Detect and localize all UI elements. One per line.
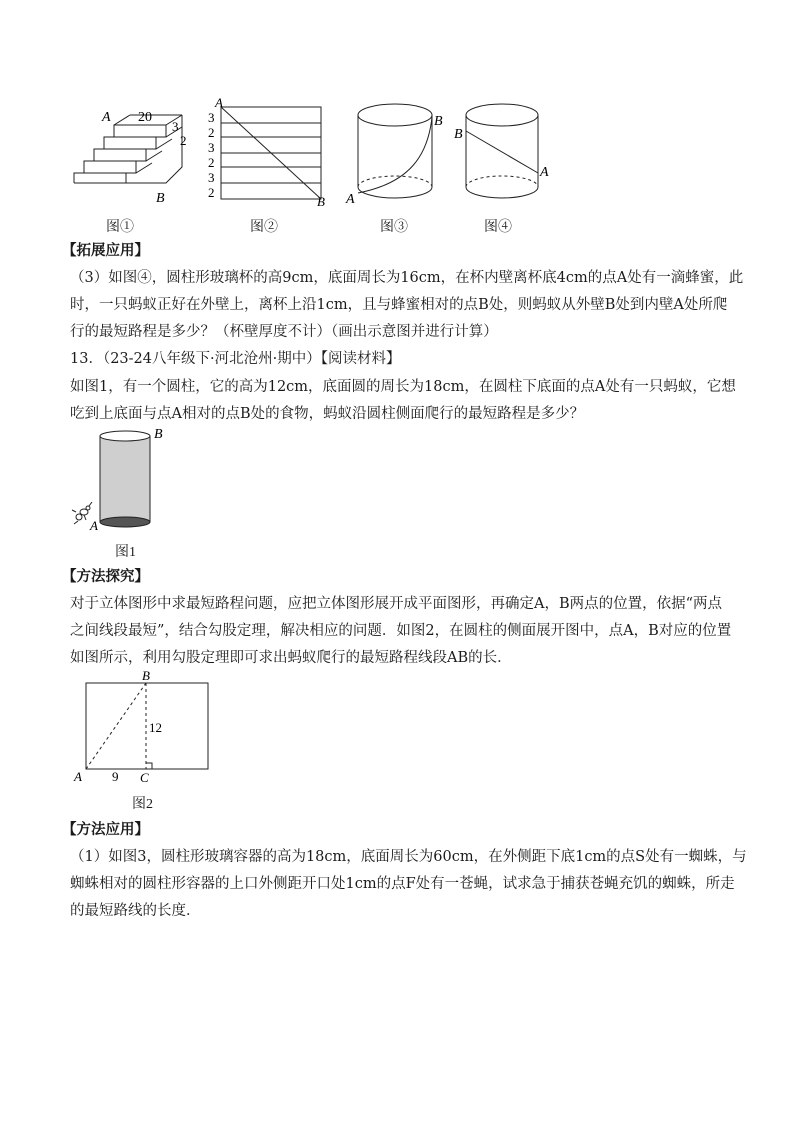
fig2-caption: 图② [250,220,278,235]
figure-unfolded-rectangle [70,668,220,788]
fig1-label-a: A [102,110,111,125]
section-method-heading: 【方法探究】 [62,568,149,585]
figure-cylinder-1 [68,424,178,536]
extend-line-2: 时，一只蚂蚁正好在外壁上，离杯上沿1cm，且与蜂蜜相对的点B处，则蚂蚁从外壁B处到内壁A处所爬 [70,297,728,313]
fig4-caption: 图④ [484,220,512,235]
figure-unrolled-steps [205,95,335,210]
fig-2-label-a: A [74,769,82,784]
fig3-label-b: B [434,114,443,129]
fig-2-base: 9 [112,769,119,784]
extend-line-1: （3）如图④，圆柱形玻璃杯的高9cm，底面周长为16cm，在杯内壁离杯底4cm的点A处有一滴蜂蜜，此 [70,270,744,286]
fig2-height-2: 3 [208,140,215,155]
figure-cylinder-3 [340,95,450,215]
section-extend-heading: 【拓展应用】 [62,242,149,259]
fig2-height-1: 2 [208,125,215,140]
method-line-1: 对于立体图形中求最短路程问题，应把立体图形展开成平面图形，再确定A，B两点的位置，依据“两点 [70,596,723,612]
extend-line-3: 行的最短路程是多少？（杯壁厚度不计）（画出示意图并进行计算） [70,324,498,340]
fig2-height-3: 2 [208,155,215,170]
apply-line-1: （1）如图3，圆柱形玻璃容器的高为18cm，底面周长为60cm，在外侧距下底1cm的点S处有一蜘蛛，与 [70,849,747,865]
method-line-2: 之间线段最短”，结合勾股定理，解决相应的问题．如图2，在圆柱的侧面展开图中，点A，B对应的位置 [70,623,732,639]
fig-2-label-b: B [142,668,150,683]
fig-2-label-c: C [140,770,149,785]
fig1-caption: 图① [106,220,134,235]
fig1-step-v: 2 [180,133,187,148]
q13-line-2: 吃到上底面与点A相对的点B处的食物，蚂蚁沿圆柱侧面爬行的最短路程是多少？ [70,406,585,422]
fig3-caption: 图③ [380,220,408,235]
fig2-label-a: A [215,95,223,110]
fig4-label-a: A [540,165,549,180]
fig-1-label-b: B [154,427,163,442]
fig-2-caption: 图2 [132,797,153,812]
figure-cylinder-4 [450,95,560,215]
fig4-label-b: B [454,127,463,142]
apply-line-2: 蜘蛛相对的圆柱形容器的上口外侧距开口处1cm的点F处有一苍蝇，试求急于捕获苍蝇充饥的蜘蛛，所走 [70,876,735,892]
method-line-3: 如图所示，利用勾股定理即可求出蚂蚁爬行的最短路程线段AB的长． [70,650,512,666]
q13-title: 13．（23-24八年级下·河北沧州·期中）【阅读材料】 [70,351,401,367]
fig1-label-b: B [156,191,165,206]
fig2-label-b: B [317,194,325,209]
ant-icon [72,502,92,524]
figure-staircase [60,95,200,210]
fig2-height-4: 3 [208,170,215,185]
section-apply-heading: 【方法应用】 [62,821,149,838]
fig1-step-h: 3 [172,119,179,134]
apply-line-3: 的最短路线的长度． [70,903,201,919]
fig1-top-length: 20 [138,110,152,125]
fig-1-label-a: A [90,518,98,533]
fig2-height-0: 3 [208,110,215,125]
fig-1-caption: 图1 [115,545,136,560]
fig-2-height: 12 [149,720,162,735]
fig3-label-a: A [346,192,355,207]
fig2-height-5: 2 [208,185,215,200]
q13-line-1: 如图1，有一个圆柱，它的高为12cm，底面圆的周长为18cm，在圆柱下底面的点A处有一只蚂蚁，它想 [70,379,736,395]
